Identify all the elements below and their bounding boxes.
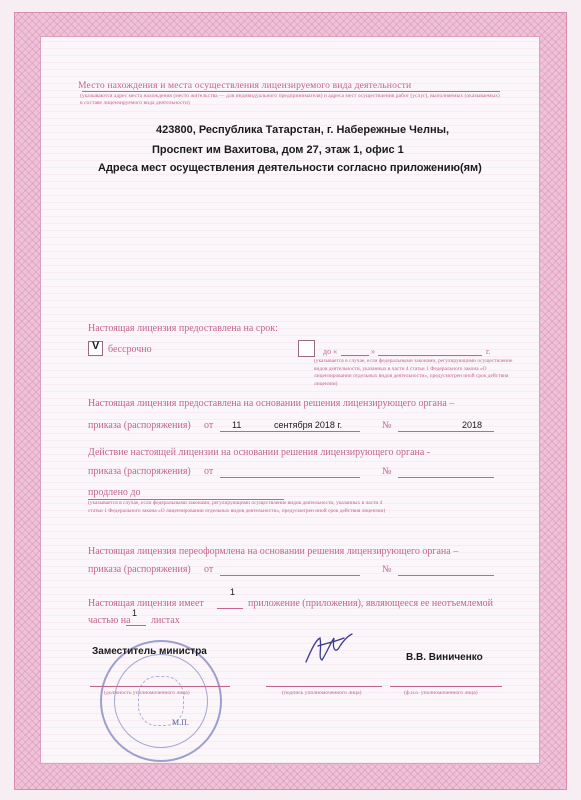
indefinite-label: бессрочно	[108, 344, 152, 355]
signature-sign-line	[266, 686, 382, 687]
extension-no-label: №	[382, 466, 392, 477]
reissue-from-label: от	[204, 564, 214, 575]
indefinite-check-mark: V	[92, 340, 100, 352]
name-sign-line	[390, 686, 502, 687]
extension-line-1: Действие настоящей лицензии на основании решения лицензирующего органа -	[88, 447, 431, 458]
extension-note: (указывается в случае, если федеральными законами, регулирующими осуществление видов деятельности, указанных в части 4 статьи 1 Федерального закона «О лицензировании отдельных видов деятельности», предусмотрен иной срок действия лицензии)	[88, 500, 386, 514]
basis-number: 2018	[462, 420, 483, 430]
signature-caption: (подпись уполномоченного лица)	[282, 690, 362, 696]
position-sign-line	[90, 686, 230, 687]
signatory-name: В.В. Виниченко	[406, 652, 483, 663]
basis-order-label: приказа (распоряжения)	[88, 420, 191, 431]
basis-number-line	[398, 431, 494, 432]
extension-from-label: от	[204, 466, 214, 477]
official-seal	[100, 640, 222, 762]
term-label: Настоящая лицензия предоставлена на срок:	[88, 323, 278, 334]
reissue-date-line	[220, 575, 360, 576]
until-checkbox	[298, 340, 315, 357]
reissue-line-1: Настоящая лицензия переоформлена на основании решения лицензирующего органа –	[88, 546, 459, 557]
sheets-count-line	[126, 625, 146, 626]
signatory-position: Заместитель министра	[92, 646, 207, 657]
address-line-3: Адреса мест осуществления деятельности согласно приложению(ям)	[98, 162, 482, 174]
sheets-count: 1	[132, 608, 138, 618]
sheets-prefix: частью на	[88, 615, 131, 626]
until-year: г.	[486, 347, 491, 356]
name-caption: (ф.и.о. уполномоченного лица)	[404, 690, 478, 696]
extension-date-line	[220, 477, 360, 478]
appendix-line-start: Настоящая лицензия имеет	[88, 598, 204, 609]
basis-date-line	[220, 431, 360, 432]
sheets-suffix: листах	[151, 615, 180, 626]
appendix-count: 1	[230, 587, 236, 597]
header-note: (указываются адрес места нахождения (место жительства — для индивидуального предпринимателя) и адреса мест осуществления работ (услуг), выполняемых (оказываемых) в составе лицензируемого вида деятельности)	[80, 93, 500, 106]
until-mid: »	[371, 347, 375, 356]
extension-number-line	[398, 477, 494, 478]
header-line	[82, 91, 500, 92]
until-day-line	[341, 355, 369, 356]
handwritten-signature	[300, 628, 360, 672]
extension-extended-label: продлено до	[88, 487, 141, 498]
reissue-number-line	[398, 575, 494, 576]
until-month-line	[378, 355, 482, 356]
basis-line-1: Настоящая лицензия предоставлена на основании решения лицензирующего органа –	[88, 398, 455, 409]
position-caption: (должность уполномоченного лица)	[104, 690, 190, 696]
basis-from-label: от	[204, 420, 214, 431]
term-note: (указывается в случае, если федеральными законами, регулирующими осуществление видов деятельности, указанных в части 4 статьи 1 Федерального закона «О лицензировании отдельных видов деятельности», предусмотрен иной срок действия лицензии)	[314, 358, 513, 387]
address-line-2: Проспект им Вахитова, дом 27, этаж 1, офис 1	[152, 144, 404, 156]
appendix-line-end: приложение (приложения), являющееся ее неотъемлемой	[248, 598, 493, 609]
stamp-caption: М.П.	[172, 718, 189, 727]
basis-no-label: №	[382, 420, 392, 431]
until-label: до «	[323, 347, 338, 356]
basis-day: 11	[232, 420, 242, 430]
header-title: Место нахождения и места осуществления лицензируемого вида деятельности	[78, 80, 412, 91]
address-line-1: 423800, Республика Татарстан, г. Набережные Челны,	[156, 124, 450, 136]
extension-order-label: приказа (распоряжения)	[88, 466, 191, 477]
appendix-count-line	[217, 608, 243, 609]
basis-month-year: сентября 2018 г.	[274, 420, 343, 430]
reissue-order-label: приказа (распоряжения)	[88, 564, 191, 575]
reissue-no-label: №	[382, 564, 392, 575]
